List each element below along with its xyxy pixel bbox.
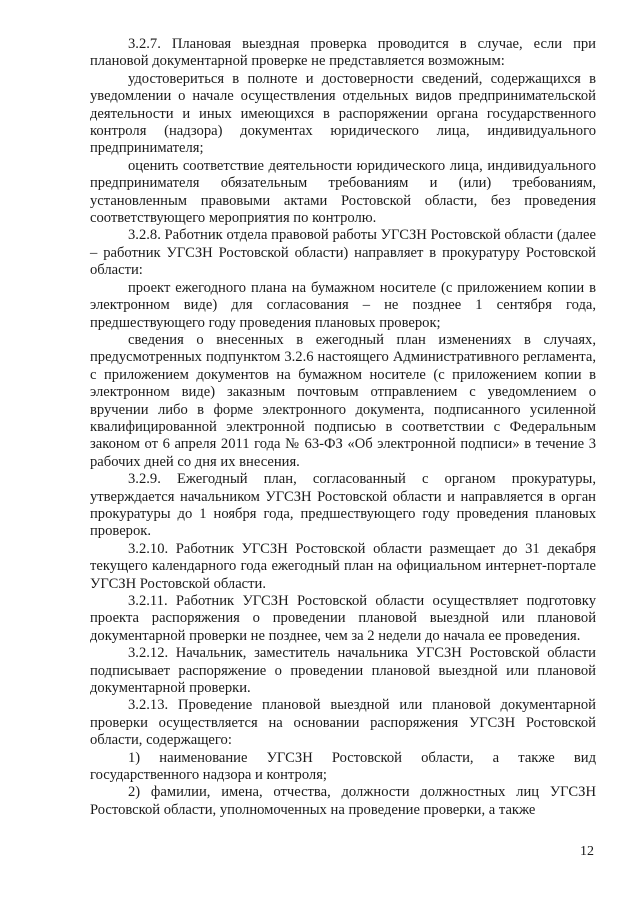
document-body (90, 36, 596, 819)
paragraph-3-2-11: 3.2.11. Работник УГСЗН Ростовской области осуществляет подготовку проекта распоряжения о проведении плановой выездной или плановой документарной проверки не позднее, чем за 2 недели до начала ее проведения. (90, 593, 596, 644)
paragraph-verify-completeness: удостовериться в полноте и достоверности сведений, содержащихся в уведомлении о начале осуществления отдельных видов предпринимательской деятельности и иных имеющихся в распоряжении органа государственного контроля (надзора) документах юридического лица, индивидуального предпринимателя; (90, 70, 596, 157)
paragraph-draft-plan: проект ежегодного плана на бумажном носителе (с приложением копии в электронном виде) для согласования – не позднее 1 сентября года, предшествующего году проведения плановых проверок; (90, 279, 596, 331)
paragraph-3-2-12: 3.2.12. Начальник, заместитель начальника УГСЗН Ростовской области подписывает распоряжение о проведении плановой выездной или плановой документарной проверки. (90, 645, 596, 697)
paragraph-3-2-10: 3.2.10. Работник УГСЗН Ростовской области размещает до 31 декабря текущего календарного года ежегодный план на официальном интернет-портале УГСЗН Ростовской области. (90, 540, 596, 592)
list-item-1: 1) наименование УГСЗН Ростовской области, а также вид государственного надзора и контроля; (90, 749, 596, 784)
paragraph-plan-changes: сведения о внесенных в ежегодный план изменениях в случаях, предусмотренных подпунктом 3.2.6 настоящего Административного регламента, с приложением документов на бумажном носителе (с приложением копии в электронном виде) заказным почтовым отправлением с уведомлением о вручении либо в форме электронного документа, подписанного усиленной квалифицированной электронной подписью в соответствии с Федеральным законом от 6 апреля 2011 года № 63-ФЗ «Об электронной подписи» в течение 3 рабочих дней со дня их внесения. (90, 331, 596, 470)
paragraph-3-2-13: 3.2.13. Проведение плановой выездной или плановой документарной проверки осуществляется на основании распоряжения УГСЗН Ростовской области, содержащего: (90, 697, 596, 749)
paragraph-3-2-9: 3.2.9. Ежегодный план, согласованный с органом прокуратуры, утверждается начальником УГСЗН Ростовской области и направляется в орган прокуратуры до 1 ноября года, предшествующего году проведения плановых проверок. (90, 471, 596, 540)
paragraph-assess-compliance: оценить соответствие деятельности юридического лица, индивидуального предпринимателя обязательным требованиям и (или) требованиям, установленным правовыми актами Ростовской области, без проведения соответствующего мероприятия по контролю. (90, 157, 596, 227)
paragraph-3-2-8: 3.2.8. Работник отдела правовой работы УГСЗН Ростовской области (далее – работник УГСЗН Ростовской области) направляет в прокуратуру Ростовской области: (90, 227, 596, 279)
list-item-2: 2) фамилии, имена, отчества, должности должностных лиц УГСЗН Ростовской области, уполномоченных на проведение проверки, а также (90, 784, 596, 818)
paragraph-3-2-7: 3.2.7. Плановая выездная проверка проводится в случае, если при плановой документарной проверке не представляется возможным: (90, 36, 596, 70)
page-number: 12 (580, 844, 594, 859)
